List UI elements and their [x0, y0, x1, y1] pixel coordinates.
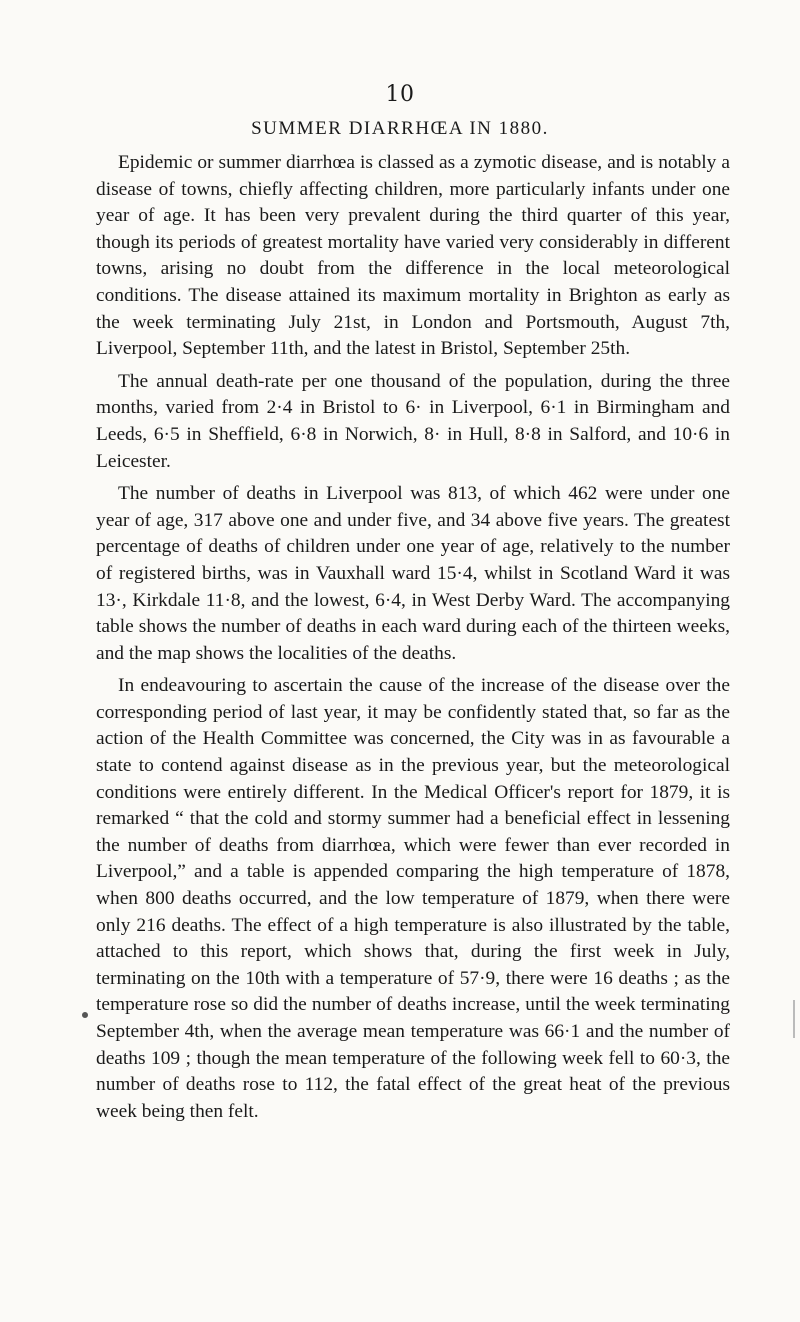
body-text: [96, 150, 730, 1131]
margin-dot: [82, 1012, 88, 1018]
page-title: SUMMER DIARRHŒA IN 1880.: [251, 118, 549, 139]
page-edge-mark: [793, 1000, 795, 1038]
paragraph-4: In endeavouring to ascertain the cause of the increase of the disease over the corresponding period of last year, it may be confidently stated that, so far as the action of the Health Committee was concerned, the City was in as favourable a state to contend against disease as in the previous year, but the meteorological conditions were entirely different. In the Medical Officer's report for 1879, it is remarked “ that the cold and stormy summer had a beneficial effect in lessening the number of deaths from diarrhœa, which were fewer than ever recorded in Liverpool,” and a table is appended comparing the high temperature of 1878, when 800 deaths occurred, and the low temperature of 1879, when there were only 216 deaths. The effect of a high temperature is also illustrated by the table, attached to this report, which shows that, during the first week in July, terminating on the 10th with a temperature of 57·9, there were 16 deaths ; as the temperature rose so did the number of deaths increase, until the week terminating September 4th, when the average mean temperature was 66·1 and the number of deaths 109 ; though the mean temperature of the following week fell to 60·3, the number of deaths rose to 112, the fatal effect of the great heat of the previous week being then felt.: [96, 675, 730, 1122]
paragraph-3: The number of deaths in Liverpool was 813, of which 462 were under one year of age, 317 above one and under five, and 34 above five years. The greatest percentage of deaths of children under one year of age, relatively to the number of registered births, was in Vauxhall ward 15·4, whilst in Scotland Ward it was 13·, Kirkdale 11·8, and the lowest, 6·4, in West Derby Ward. The accompanying table shows the number of deaths in each ward during each of the thirteen weeks, and the map shows the localities of the deaths.: [96, 483, 730, 664]
paragraph-2: The annual death-rate per one thousand of the population, during the three months, varied from 2·4 in Bristol to 6· in Liverpool, 6·1 in Birmingham and Leeds, 6·5 in Sheffield, 6·8 in Norwich, 8· in Hull, 8·8 in Salford, and 10·6 in Leicester.: [96, 370, 730, 472]
page-number: 10: [385, 82, 415, 107]
paragraph-1: Epidemic or summer diarrhœa is classed as a zymotic disease, and is notably a disease of towns, chiefly affecting children, more particularly infants under one year of age. It has been very prevalent during the third quarter of this year, though its periods of greatest mortality have varied very considerably in different towns, arising no doubt from the difference in the local meteorological conditions. The disease attained its maximum mortality in Brighton as early as the week terminating July 21st, in London and Portsmouth, August 7th, Liverpool, September 11th, and the latest in Bristol, September 25th.: [96, 152, 730, 360]
